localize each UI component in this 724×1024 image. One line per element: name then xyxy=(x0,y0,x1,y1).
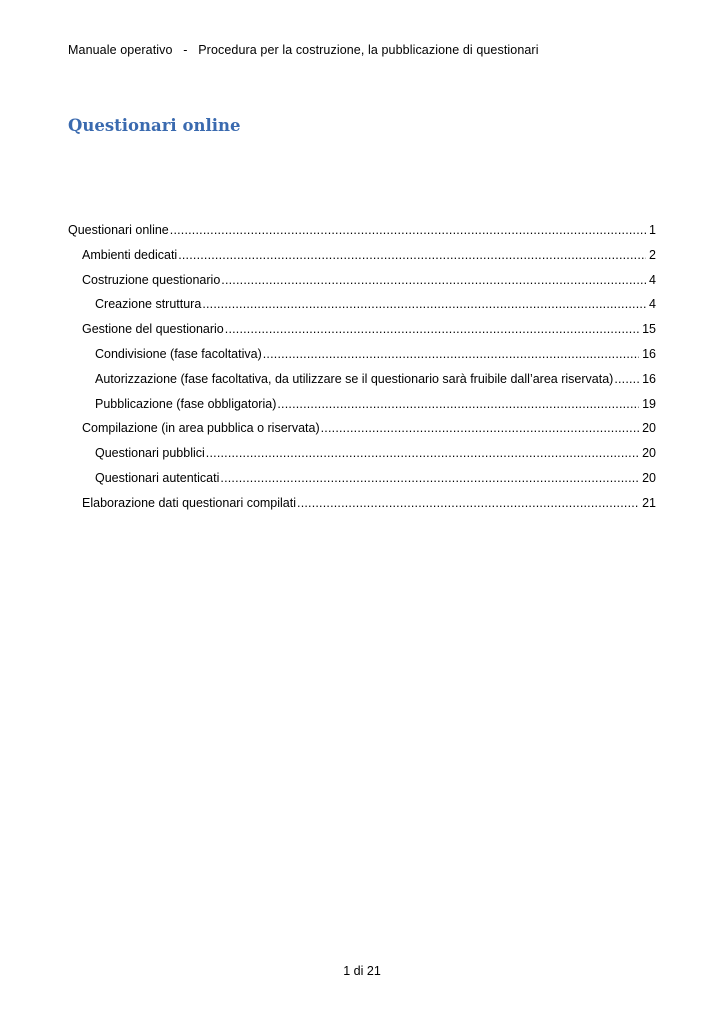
toc-entry[interactable] xyxy=(68,491,656,516)
toc-dot-leader xyxy=(220,466,639,491)
page-header: Manuale operativo - Procedura per la costruzione, la pubblicazione di questionari xyxy=(68,43,539,57)
toc-entry-label: Condivisione (fase facoltativa) xyxy=(95,346,262,361)
toc-dot-leader xyxy=(178,243,646,268)
toc-entry-label: Questionari pubblici xyxy=(95,446,205,461)
toc-entry-label: Pubblicazione (fase obbligatoria) xyxy=(95,396,277,411)
toc-dot-leader xyxy=(297,491,639,516)
toc-entry-label: Compilazione (in area pubblica o riservata) xyxy=(82,421,320,436)
toc-dot-leader xyxy=(202,292,646,317)
toc-page-number: 16 xyxy=(642,371,656,386)
toc-entry-label: Autorizzazione (fase facoltativa, da utilizzare se il questionario sarà fruibile dall’area riservata) xyxy=(95,371,614,386)
toc-page-number: 2 xyxy=(649,247,656,262)
toc-dot-leader xyxy=(321,416,639,441)
toc-entry[interactable] xyxy=(68,392,656,417)
toc-dot-leader xyxy=(170,218,646,243)
document-title: Questionari online xyxy=(68,116,241,135)
toc-entry[interactable] xyxy=(68,441,656,466)
toc-dot-leader xyxy=(614,367,639,392)
toc-dot-leader xyxy=(221,268,646,293)
toc-page-number: 21 xyxy=(642,495,656,510)
table-of-contents xyxy=(68,218,656,516)
toc-page-number: 16 xyxy=(642,346,656,361)
toc-entry-label: Ambienti dedicati xyxy=(82,247,178,262)
toc-page-number: 15 xyxy=(642,322,656,337)
toc-page-number: 20 xyxy=(642,470,656,485)
toc-entry[interactable] xyxy=(68,292,656,317)
toc-entry-label: Questionari online xyxy=(68,223,169,237)
toc-entry[interactable] xyxy=(68,243,656,268)
toc-entry[interactable] xyxy=(68,218,656,243)
toc-entry[interactable] xyxy=(68,268,656,293)
toc-page-number: 1 xyxy=(649,223,656,237)
toc-dot-leader xyxy=(263,342,639,367)
toc-dot-leader xyxy=(277,392,639,417)
toc-dot-leader xyxy=(206,441,639,466)
toc-entry[interactable] xyxy=(68,317,656,342)
toc-dot-leader xyxy=(225,317,639,342)
page-number-footer: 1 di 21 xyxy=(343,964,381,978)
toc-page-number: 20 xyxy=(642,421,656,436)
toc-entry-label: Costruzione questionario xyxy=(82,272,221,287)
toc-entry[interactable] xyxy=(68,342,656,367)
toc-page-number: 20 xyxy=(642,446,656,461)
toc-page-number: 19 xyxy=(642,396,656,411)
toc-entry-label: Gestione del questionario xyxy=(82,322,224,337)
toc-page-number: 4 xyxy=(649,297,656,312)
toc-entry[interactable] xyxy=(68,466,656,491)
toc-entry-label: Creazione struttura xyxy=(95,297,202,312)
toc-entry-label: Questionari autenticati xyxy=(95,470,220,485)
toc-entry[interactable] xyxy=(68,367,656,392)
toc-page-number: 4 xyxy=(649,272,656,287)
toc-entry[interactable] xyxy=(68,416,656,441)
toc-entry-label: Elaborazione dati questionari compilati xyxy=(82,495,297,510)
